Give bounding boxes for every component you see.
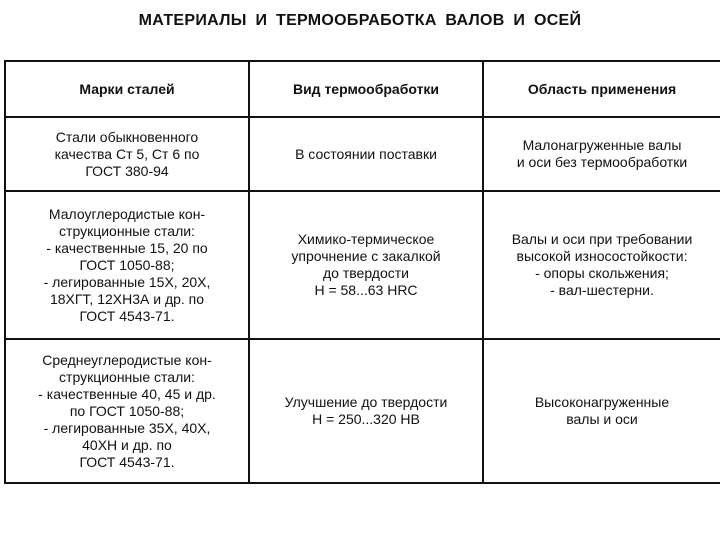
cell-application: Высоконагруженные валы и оси bbox=[483, 339, 720, 483]
cell-steel-grades: Стали обыкновенного качества Ст 5, Ст 6 по ГОСТ 380-94 bbox=[5, 117, 249, 191]
materials-table bbox=[4, 60, 720, 484]
cell-steel-grades: Малоуглеродистые кон- струкционные стали: - качественные 15, 20 по ГОСТ 1050-88; - легированные 15Х, 20Х, 18ХГТ, 12ХН3А и др. по ГОСТ 4543-71. bbox=[5, 191, 249, 339]
cell-application: Малонагруженные валы и оси без термообработки bbox=[483, 117, 720, 191]
header-steel-grades: Марки сталей bbox=[5, 61, 249, 117]
header-application: Область применения bbox=[483, 61, 720, 117]
table-row bbox=[5, 339, 720, 483]
cell-heat-treatment: Улучшение до твердости H = 250...320 HB bbox=[249, 339, 483, 483]
table-row bbox=[5, 191, 720, 339]
header-heat-treatment: Вид термообработки bbox=[249, 61, 483, 117]
cell-heat-treatment: В состоянии поставки bbox=[249, 117, 483, 191]
cell-heat-treatment: Химико-термическое упрочнение с закалкой до твердости H = 58...63 HRC bbox=[249, 191, 483, 339]
table-header-row bbox=[5, 61, 720, 117]
cell-steel-grades: Среднеуглеродистые кон- струкционные стали: - качественные 40, 45 и др. по ГОСТ 1050-88; - легированные 35Х, 40Х, 40ХН и др. по ГОСТ 4543-71. bbox=[5, 339, 249, 483]
table-row bbox=[5, 117, 720, 191]
page-title: МАТЕРИАЛЫ И ТЕРМООБРАБОТКА ВАЛОВ И ОСЕЙ bbox=[138, 12, 582, 29]
cell-application: Валы и оси при требовании высокой износостойкости: - опоры скольжения; - вал-шестерни. bbox=[483, 191, 720, 339]
